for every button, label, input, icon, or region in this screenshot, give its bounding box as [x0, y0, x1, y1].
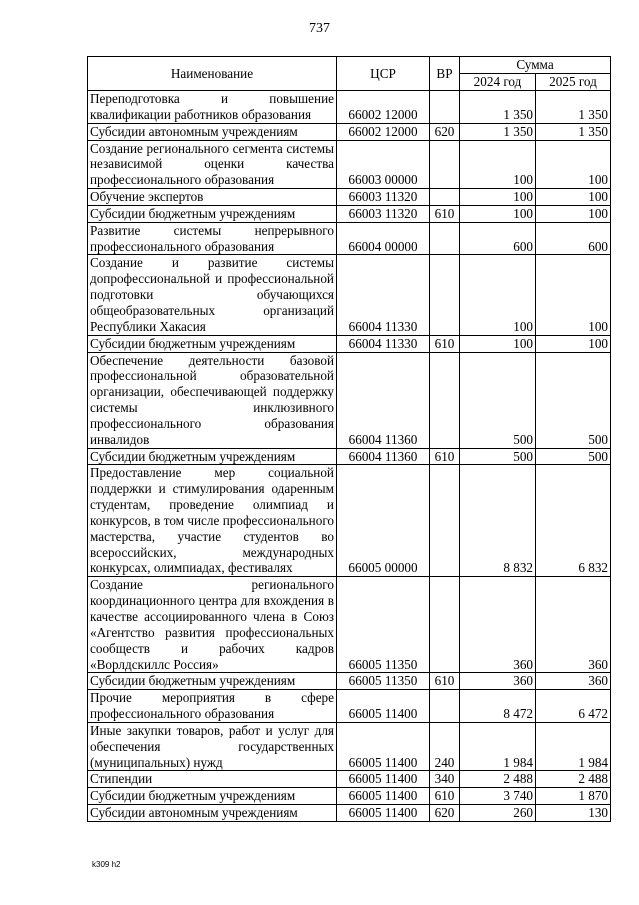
- table-row: [88, 673, 611, 690]
- table-row: [88, 465, 611, 577]
- row-vr: 610: [430, 448, 460, 465]
- row-name: Стипендии: [88, 771, 337, 788]
- row-amount-2025: 100: [536, 255, 611, 335]
- row-csr: 66004 11330: [337, 255, 430, 335]
- row-csr: 66005 11400: [337, 722, 430, 771]
- row-amount-2025: 1 350: [536, 123, 611, 140]
- row-amount-2025: 100: [536, 189, 611, 206]
- row-name: Иные закупки товаров, работ и услуг для обеспечения государственных (муниципальных) нужд: [88, 722, 337, 771]
- table-row: [88, 255, 611, 335]
- row-amount-2024: 500: [460, 448, 536, 465]
- row-name: Обеспечение деятельности базовой профессиональной образовательной организации, обеспечивающей поддержку системы инклюзивного профессионального образования инвалидов: [88, 352, 337, 448]
- row-vr: [430, 352, 460, 448]
- row-amount-2025: 6 472: [536, 690, 611, 723]
- row-amount-2024: 100: [460, 335, 536, 352]
- table-row: [88, 722, 611, 771]
- footer-code: k309 h2: [92, 860, 121, 869]
- row-name: Субсидии бюджетным учреждениям: [88, 448, 337, 465]
- row-vr: [430, 222, 460, 255]
- row-amount-2025: 6 832: [536, 465, 611, 577]
- header-name: Наименование: [88, 57, 337, 91]
- row-name: Субсидии бюджетным учреждениям: [88, 673, 337, 690]
- row-amount-2025: 100: [536, 205, 611, 222]
- table-row: [88, 690, 611, 723]
- table-row: [88, 577, 611, 673]
- row-vr: 610: [430, 673, 460, 690]
- row-vr: [430, 577, 460, 673]
- row-amount-2024: 2 488: [460, 771, 536, 788]
- table-row: [88, 352, 611, 448]
- row-csr: 66005 11350: [337, 577, 430, 673]
- row-amount-2025: 600: [536, 222, 611, 255]
- row-amount-2025: 130: [536, 805, 611, 822]
- row-csr: 66005 11400: [337, 771, 430, 788]
- row-amount-2024: 3 740: [460, 788, 536, 805]
- table-row: [88, 222, 611, 255]
- row-amount-2025: 500: [536, 448, 611, 465]
- table-row: [88, 189, 611, 206]
- row-amount-2025: 100: [536, 140, 611, 189]
- table-row: [88, 805, 611, 822]
- header-vr: ВР: [430, 57, 460, 91]
- row-amount-2024: 1 984: [460, 722, 536, 771]
- row-name: Субсидии автономным учреждениям: [88, 805, 337, 822]
- header-2025: 2025 год: [536, 74, 611, 91]
- row-vr: [430, 140, 460, 189]
- table-row: [88, 771, 611, 788]
- table-row: [88, 140, 611, 189]
- row-vr: 610: [430, 205, 460, 222]
- row-name: Субсидии бюджетным учреждениям: [88, 335, 337, 352]
- table-row: [88, 123, 611, 140]
- row-csr: 66003 00000: [337, 140, 430, 189]
- row-amount-2024: 100: [460, 189, 536, 206]
- table-row: [88, 448, 611, 465]
- table-row: [88, 788, 611, 805]
- row-vr: [430, 690, 460, 723]
- budget-table: [87, 56, 611, 822]
- row-csr: 66005 11400: [337, 690, 430, 723]
- row-csr: 66005 11400: [337, 805, 430, 822]
- row-amount-2025: 1 984: [536, 722, 611, 771]
- row-name: Создание и развитие системы допрофессиональной и профессиональной подготовки обучающихся общеобразовательных организаций Республики Хакасия: [88, 255, 337, 335]
- row-name: Прочие мероприятия в сфере профессионального образования: [88, 690, 337, 723]
- header-sum: Сумма: [460, 57, 611, 74]
- row-amount-2025: 360: [536, 577, 611, 673]
- row-amount-2024: 100: [460, 140, 536, 189]
- row-name: Субсидии бюджетным учреждениям: [88, 788, 337, 805]
- row-vr: [430, 255, 460, 335]
- header-2024: 2024 год: [460, 74, 536, 91]
- row-csr: 66004 11360: [337, 352, 430, 448]
- row-vr: [430, 91, 460, 124]
- row-name: Предоставление мер социальной поддержки и стимулирования одаренным студентам, проведение олимпиад и конкурсов, в том числе профессионального мастерства, участие студентов во всероссийских, международных конкурсах, олимпиадах, фестивалях: [88, 465, 337, 577]
- table-row: [88, 91, 611, 124]
- row-amount-2025: 2 488: [536, 771, 611, 788]
- row-csr: 66004 00000: [337, 222, 430, 255]
- row-csr: 66002 12000: [337, 91, 430, 124]
- row-csr: 66003 11320: [337, 205, 430, 222]
- row-vr: 240: [430, 722, 460, 771]
- row-csr: 66005 11350: [337, 673, 430, 690]
- row-amount-2024: 600: [460, 222, 536, 255]
- row-amount-2025: 1 350: [536, 91, 611, 124]
- row-csr: 66003 11320: [337, 189, 430, 206]
- row-name: Развитие системы непрерывного профессионального образования: [88, 222, 337, 255]
- header-csr: ЦСР: [337, 57, 430, 91]
- row-vr: 610: [430, 788, 460, 805]
- row-amount-2024: 8 472: [460, 690, 536, 723]
- row-amount-2024: 360: [460, 577, 536, 673]
- row-name: Переподготовка и повышение квалификации работников образования: [88, 91, 337, 124]
- table-row: [88, 335, 611, 352]
- row-vr: 610: [430, 335, 460, 352]
- row-vr: 620: [430, 123, 460, 140]
- page-number: 737: [309, 21, 330, 36]
- row-amount-2025: 100: [536, 335, 611, 352]
- row-amount-2025: 360: [536, 673, 611, 690]
- row-csr: 66004 11330: [337, 335, 430, 352]
- table-body: [88, 91, 611, 822]
- row-amount-2024: 100: [460, 205, 536, 222]
- row-csr: 66005 00000: [337, 465, 430, 577]
- row-csr: 66002 12000: [337, 123, 430, 140]
- row-amount-2025: 500: [536, 352, 611, 448]
- row-vr: [430, 465, 460, 577]
- row-amount-2024: 1 350: [460, 91, 536, 124]
- row-amount-2025: 1 870: [536, 788, 611, 805]
- row-amount-2024: 1 350: [460, 123, 536, 140]
- row-name: Субсидии бюджетным учреждениям: [88, 205, 337, 222]
- row-amount-2024: 500: [460, 352, 536, 448]
- row-vr: 620: [430, 805, 460, 822]
- row-amount-2024: 8 832: [460, 465, 536, 577]
- row-amount-2024: 260: [460, 805, 536, 822]
- row-amount-2024: 100: [460, 255, 536, 335]
- row-name: Создание регионального сегмента системы независимой оценки качества профессионального образования: [88, 140, 337, 189]
- row-name: Обучение экспертов: [88, 189, 337, 206]
- row-name: Субсидии автономным учреждениям: [88, 123, 337, 140]
- row-name: Создание регионального координационного центра для вхождения в качестве ассоциированного члена в Союз «Агентство развития профессиональных сообществ и рабочих кадров «Ворлдскиллс Россия»: [88, 577, 337, 673]
- table-row: [88, 205, 611, 222]
- row-csr: 66005 11400: [337, 788, 430, 805]
- table-header: [88, 57, 611, 91]
- row-amount-2024: 360: [460, 673, 536, 690]
- row-csr: 66004 11360: [337, 448, 430, 465]
- row-vr: 340: [430, 771, 460, 788]
- row-vr: [430, 189, 460, 206]
